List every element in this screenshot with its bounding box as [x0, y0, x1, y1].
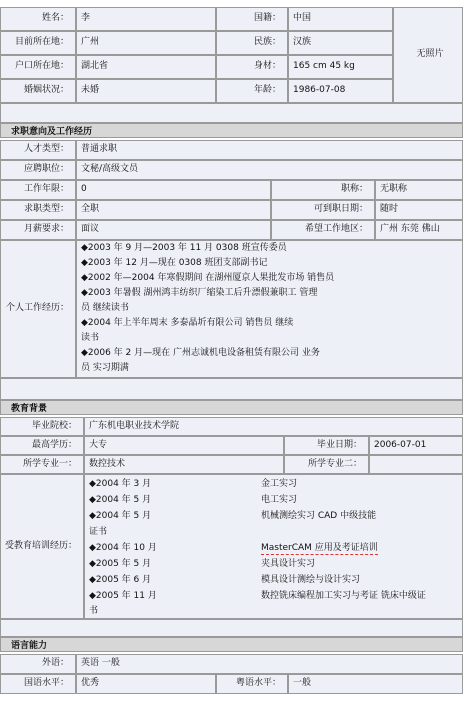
spacer-row [0, 378, 463, 400]
height-value: 165 cm 45 kg [288, 55, 393, 79]
salary-label: 月薪要求： [0, 220, 76, 240]
training-item: 数控铣床编程加工实习与考证 铣床中级证 [261, 591, 426, 601]
training-cell [84, 474, 463, 619]
nationality-label: 国籍： [216, 7, 288, 31]
training-date: ◆2004 年 3 月 [89, 479, 152, 489]
training-item: 模具设计测绘与设计实习 [261, 575, 361, 585]
mandarin-label: 国语水平： [0, 674, 76, 694]
position-label: 应聘职位： [0, 160, 76, 180]
age-label: 年龄： [216, 79, 288, 103]
marital-value: 未婚 [76, 79, 216, 103]
name-label: 姓名： [0, 7, 76, 31]
training-date: ◆2005 年 6 月 [89, 575, 152, 585]
training-item: 金工实习 [261, 479, 298, 489]
foreign-language-label: 外语： [0, 654, 76, 674]
area-label: 希望工作地区： [271, 220, 375, 240]
talent-value: 普通求职 [76, 140, 463, 160]
major2-value [369, 455, 463, 474]
experience-line: ◆2004 年上半年周末 多泰晶圻有限公司 销售员 继续 [81, 318, 294, 328]
degree-value: 大专 [84, 436, 284, 455]
training-item: 机械测绘实习 CAD 中级技能 [261, 511, 377, 521]
experience-line: ◆2003 年暑假 湖州鸿丰纺织厂缩染工后升漂假兼职工 管理 [81, 288, 318, 298]
years-value: 0 [76, 180, 271, 200]
major1-label: 所学专业一： [0, 455, 84, 474]
foreign-language-value: 英语 一般 [76, 654, 463, 674]
major2-label: 所学专业二： [284, 455, 369, 474]
nationality-value: 中国 [288, 7, 393, 31]
training-date: ◆2004 年 5 月 [89, 511, 152, 521]
start-label: 可到职日期： [271, 200, 375, 220]
start-value: 随时 [375, 200, 463, 220]
experience-line: 员 继续读书 [81, 303, 129, 313]
section-title-education: 教育背景 [0, 400, 463, 415]
salary-value: 面议 [76, 220, 271, 240]
years-label: 工作年限： [0, 180, 76, 200]
training-label: 受教育培训经历： [0, 474, 84, 619]
spacer-row [0, 619, 463, 637]
location-label: 目前所在地： [0, 31, 76, 55]
experience-line: ◆2003 年 9 月—2003 年 11 月 0308 班宣传委员 [81, 243, 287, 253]
ethnicity-label: 民族： [216, 31, 288, 55]
degree-label: 最高学历： [0, 436, 84, 455]
hukou-value: 湖北省 [76, 55, 216, 79]
experience-line: ◆2003 年 12 月—现在 0308 班团支部副书记 [81, 258, 268, 268]
section-title-job: 求职意向及工作经历 [0, 123, 463, 138]
title-label: 职称： [271, 180, 375, 200]
training-date: ◆2005 年 5 月 [89, 559, 152, 569]
training-item: MasterCAM 应用及考证培训 [261, 543, 378, 555]
experience-line: 读书 [81, 333, 100, 343]
position-value: 文秘/高级文员 [76, 160, 463, 180]
type-value: 全职 [76, 200, 271, 220]
cantonese-value: 一般 [288, 674, 463, 694]
photo-placeholder: 无照片 [393, 7, 463, 103]
training-date: ◆2004 年 5 月 [89, 495, 152, 505]
talent-label: 人才类型： [0, 140, 76, 160]
location-value: 广州 [76, 31, 216, 55]
school-value: 广东机电职业技术学院 [84, 417, 463, 436]
training-date: ◆2005 年 11 月 [89, 591, 157, 601]
training-date: 书 [89, 606, 99, 616]
training-date: 证书 [89, 527, 108, 537]
experience-line: ◆2002 年—2004 年寒假期间 在湖州厦京人果批发市场 销售员 [81, 273, 335, 283]
hukou-label: 户口所在地： [0, 55, 76, 79]
graduation-value: 2006-07-01 [369, 436, 463, 455]
name-value: 李 [76, 7, 216, 31]
age-value: 1986-07-08 [288, 79, 393, 103]
cantonese-label: 粤语水平： [216, 674, 288, 694]
graduation-label: 毕业日期： [284, 436, 369, 455]
height-label: 身材： [216, 55, 288, 79]
area-value: 广州 东莞 佛山 [375, 220, 463, 240]
training-item: 电工实习 [261, 495, 298, 505]
experience-cell [76, 240, 463, 378]
type-label: 求职类型： [0, 200, 76, 220]
mandarin-value: 优秀 [76, 674, 216, 694]
experience-label: 个人工作经历： [0, 240, 76, 378]
experience-line: 员 实习期满 [81, 363, 129, 373]
title-value: 无职称 [375, 180, 463, 200]
major1-value: 数控技术 [84, 455, 284, 474]
marital-label: 婚姻状况： [0, 79, 76, 103]
training-item: 夹具设计实习 [261, 559, 316, 569]
section-title-language: 语言能力 [0, 637, 463, 652]
training-date: ◆2004 年 10 月 [89, 543, 157, 553]
experience-line: ◆2006 年 2 月—现在 广州志诚机电设备租赁有限公司 业务 [81, 348, 320, 358]
ethnicity-value: 汉族 [288, 31, 393, 55]
school-label: 毕业院校： [0, 417, 84, 436]
spacer-row [0, 103, 463, 123]
